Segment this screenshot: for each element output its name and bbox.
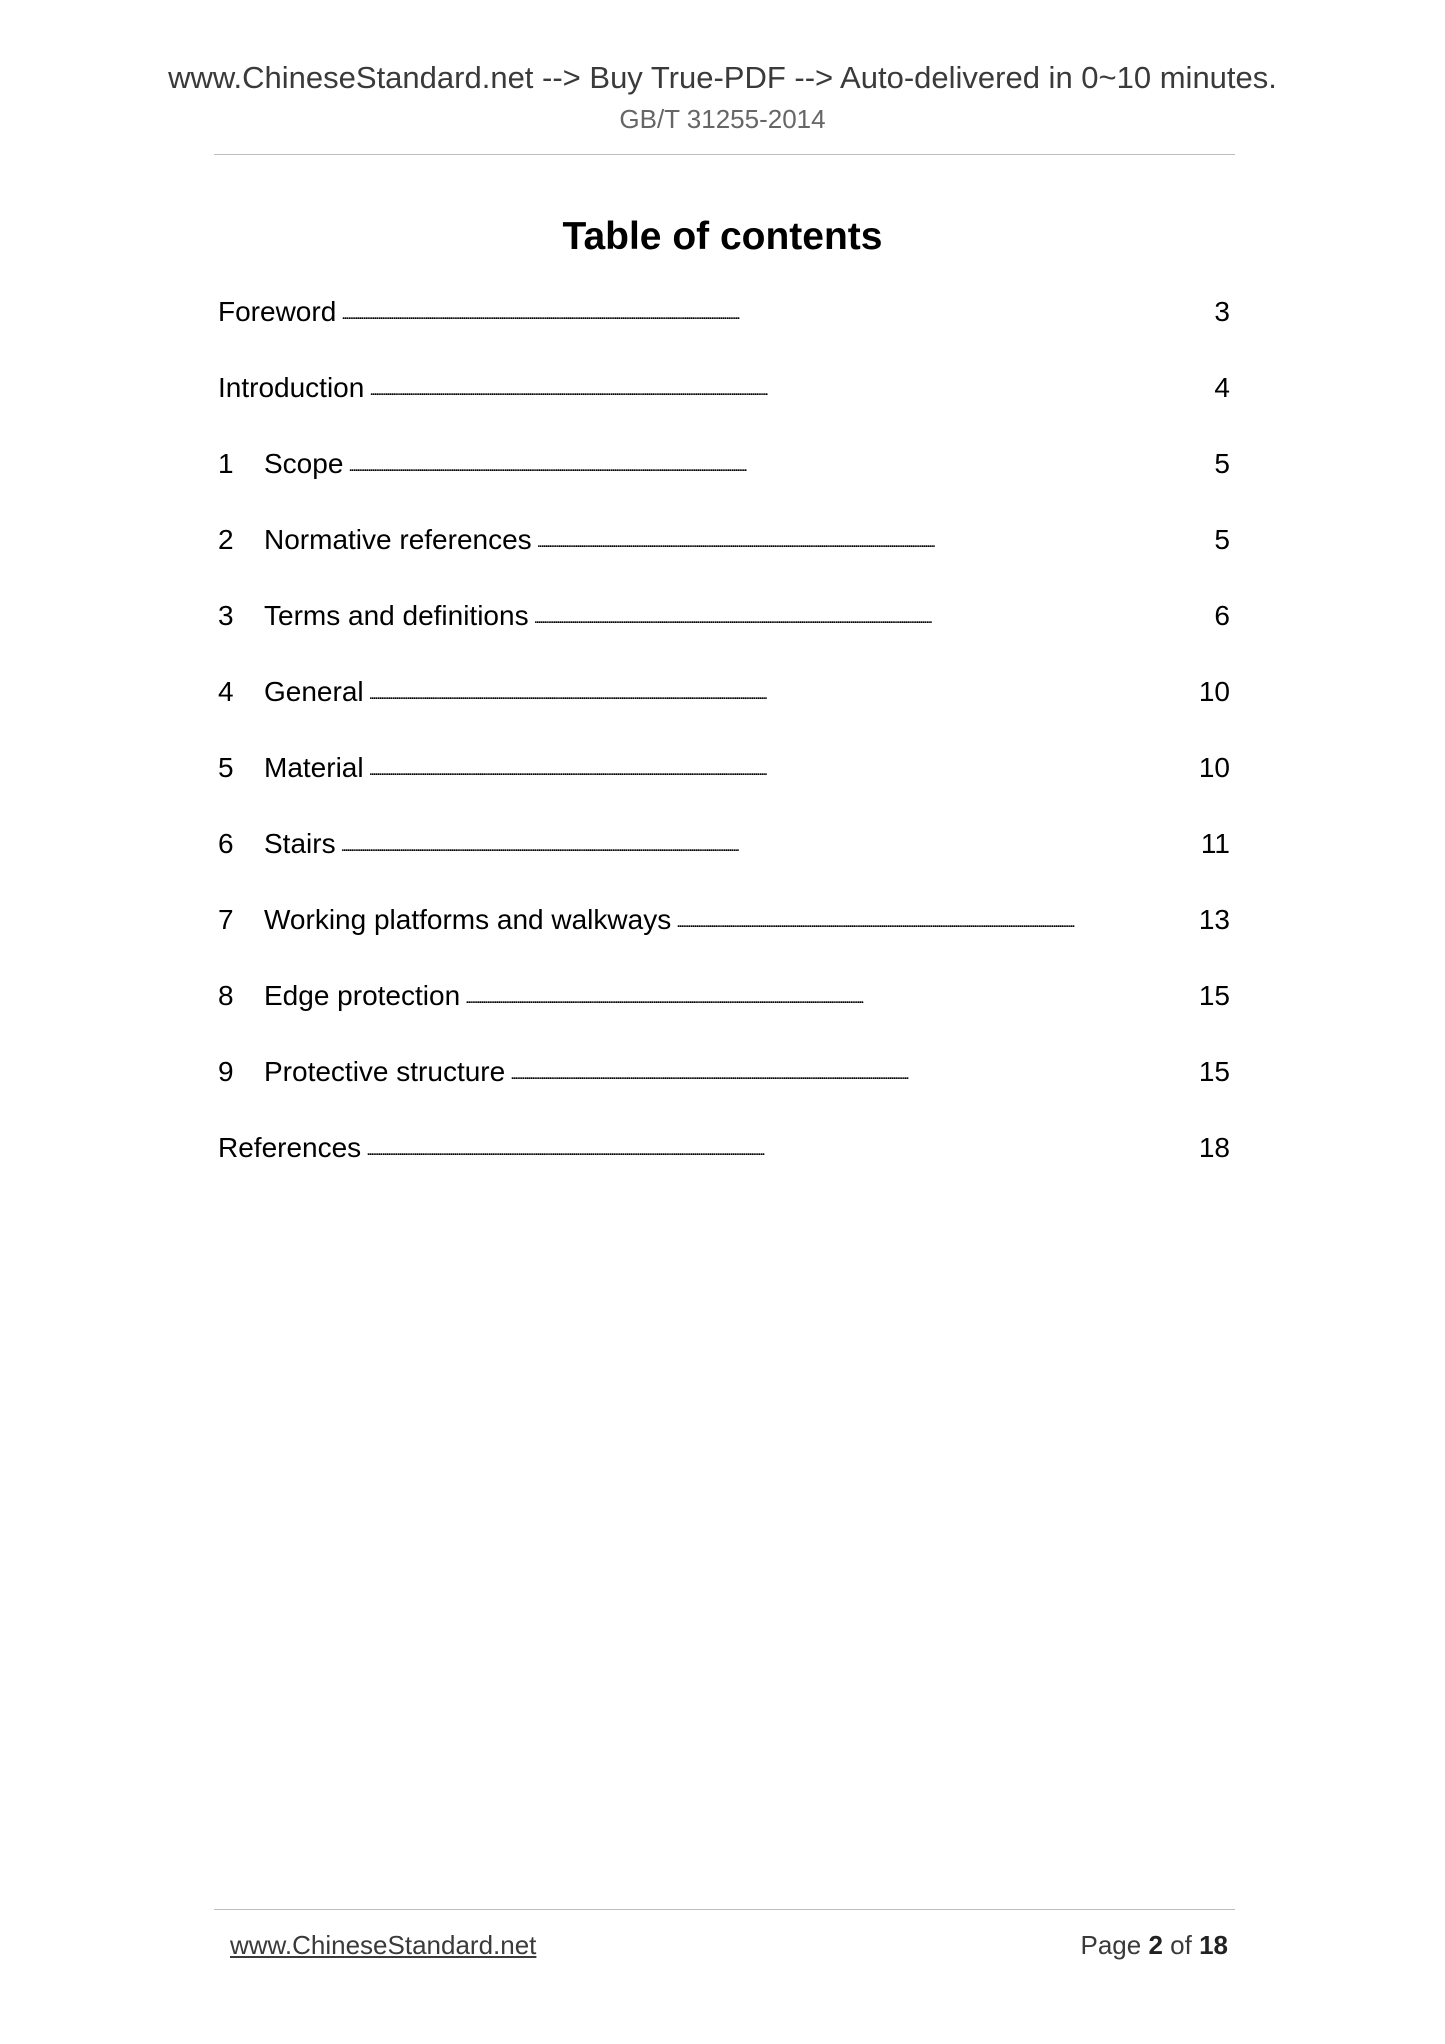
toc-entry-label: Protective structure [264, 1056, 506, 1087]
toc-entry-page: 13 [1198, 904, 1230, 935]
toc-entry-number: 7 [218, 904, 234, 935]
toc-entry-number: 2 [218, 524, 234, 555]
toc-entry-page: 15 [1198, 1056, 1230, 1087]
toc-entry-references[interactable] [218, 1126, 1230, 1202]
header-divider [214, 154, 1235, 155]
toc-entry-label: General [264, 676, 364, 707]
toc-entry-page: 10 [1198, 752, 1230, 783]
toc-entry-label: Terms and definitions [264, 600, 529, 631]
toc-entry-stairs[interactable] [218, 822, 1230, 898]
toc-entry-label: Scope [264, 448, 344, 479]
standard-code: GB/T 31255-2014 [619, 104, 826, 134]
toc-entry-page: 11 [1200, 828, 1230, 859]
toc-entry-page: 4 [1214, 372, 1230, 403]
toc-entry-protective-structure[interactable] [218, 1050, 1230, 1126]
page-total: 18 [1199, 1930, 1228, 1960]
toc-dot-leader [676, 896, 1196, 945]
toc-dot-leader [534, 592, 1212, 641]
footer-website-link[interactable]: www.ChineseStandard.net [230, 1930, 537, 1960]
toc-entry-label: Edge protection [264, 980, 461, 1011]
toc-entry-material[interactable] [218, 746, 1230, 822]
toc-dot-leader [348, 440, 1211, 489]
page-prefix: Page [1080, 1930, 1142, 1960]
toc-entry-number: 9 [218, 1056, 234, 1087]
footer-divider [214, 1909, 1235, 1910]
toc-entry-label: Foreword [218, 296, 337, 327]
toc-entry-edge-protection[interactable] [218, 974, 1230, 1050]
toc-entry-page: 3 [1214, 296, 1230, 327]
toc-entry-normative-references[interactable] [218, 518, 1230, 594]
header-banner[interactable]: www.ChineseStandard.net --> Buy True-PDF --> Auto-delivered in 0~10 minutes. [168, 60, 1277, 95]
toc-dot-leader [341, 288, 1211, 337]
toc-entry-terms-and-definitions[interactable] [218, 594, 1230, 670]
toc-entry-label: Working platforms and walkways [264, 904, 672, 935]
page-indicator [1080, 1928, 1228, 1962]
toc-entry-scope[interactable] [218, 442, 1230, 518]
toc-entry-working-platforms[interactable] [218, 898, 1230, 974]
toc-entry-general[interactable] [218, 670, 1230, 746]
toc-entry-introduction[interactable] [218, 366, 1230, 442]
toc-dot-leader [369, 668, 1196, 717]
toc-entry-label: Stairs [264, 828, 336, 859]
toc-list [218, 290, 1230, 1202]
toc-entry-number: 8 [218, 980, 234, 1011]
toc-entry-page: 10 [1198, 676, 1230, 707]
toc-entry-label: Normative references [264, 524, 532, 555]
toc-dot-leader [537, 516, 1212, 565]
toc-title: Table of contents [562, 215, 883, 258]
toc-entry-page: 15 [1198, 980, 1230, 1011]
toc-entry-page: 5 [1214, 448, 1230, 479]
toc-entry-number: 4 [218, 676, 234, 707]
toc-dot-leader [369, 744, 1196, 793]
toc-entry-page: 5 [1214, 524, 1230, 555]
toc-entry-label: Material [264, 752, 364, 783]
toc-dot-leader [465, 972, 1196, 1021]
toc-dot-leader [366, 1124, 1196, 1173]
toc-dot-leader [510, 1048, 1196, 1097]
toc-entry-number: 1 [218, 448, 234, 479]
toc-entry-number: 3 [218, 600, 234, 631]
toc-entry-label: References [218, 1132, 362, 1163]
toc-entry-foreword[interactable] [218, 290, 1230, 366]
toc-dot-leader [369, 364, 1211, 413]
toc-entry-page: 6 [1214, 600, 1230, 631]
toc-entry-number: 6 [218, 828, 234, 859]
page-of: of [1170, 1930, 1192, 1960]
toc-dot-leader [341, 820, 1198, 869]
page-current: 2 [1148, 1930, 1163, 1960]
toc-entry-page: 18 [1198, 1132, 1230, 1163]
toc-entry-number: 5 [218, 752, 234, 783]
toc-entry-label: Introduction [218, 372, 365, 403]
